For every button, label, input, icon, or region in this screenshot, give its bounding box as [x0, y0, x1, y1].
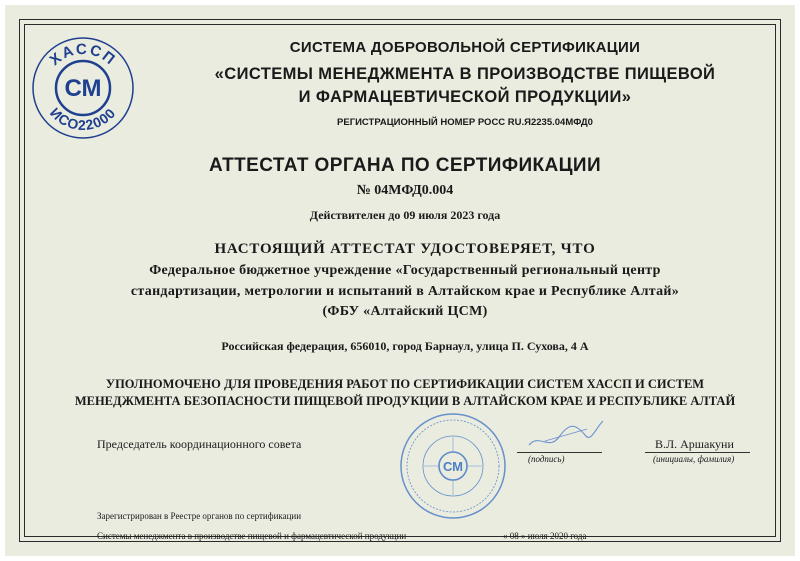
- certificate-number: № 04МФД0.004: [356, 183, 454, 198]
- registry-line1: Зарегистрирован в Реестре органов по сертификации: [97, 511, 302, 521]
- certificate-title: АТТЕСТАТ ОРГАНА ПО СЕРТИФИКАЦИИ: [208, 155, 602, 176]
- authority-line1: УПОЛНОМОЧЕНО ДЛЯ ПРОВЕДЕНИЯ РАБОТ ПО СЕРТИФИКАЦИИ СИСТЕМ ХАССП И СИСТЕМ: [105, 377, 705, 391]
- system-name-line2: И ФАРМАЦЕВТИЧЕСКОЙ ПРОДУКЦИИ»: [298, 88, 632, 106]
- organization-line2: стандартизации, метрологии и испытаний в Алтайском крае и Республике Алтай»: [130, 284, 680, 299]
- chairman-label: Председатель координационного совета: [97, 437, 302, 451]
- name-line: [645, 452, 750, 453]
- logo-top-text: ХАССП: [46, 40, 120, 70]
- round-seal-stamp-icon: [398, 411, 508, 521]
- valid-until: Действителен до 09 июля 2023 года: [309, 208, 501, 222]
- signature-scribble-icon: [525, 415, 605, 455]
- organization-line3: (ФБУ «Алтайский ЦСМ): [322, 304, 488, 319]
- svg-text:ИСО22000: [47, 104, 119, 133]
- signatory-name: В.Л. Аршакуни: [655, 437, 734, 451]
- logo-center-text: СМ: [64, 75, 102, 102]
- logo-bottom-text: ИСО22000: [47, 104, 119, 134]
- stamp-center-text: СМ: [442, 459, 464, 474]
- authority-line2: МЕНЕДЖМЕНТА БЕЗОПАСНОСТИ ПИЩЕВОЙ ПРОДУКЦИИ В АЛТАЙСКОМ КРАЕ И РЕСПУБЛИКЕ АЛТАЙ: [74, 394, 736, 408]
- registry-line2: Системы менеджмента в производстве пищевой и фармацевтической продукции: [97, 531, 407, 541]
- certifies-heading: НАСТОЯЩИЙ АТТЕСТАТ УДОСТОВЕРЯЕТ, ЧТО: [214, 241, 596, 257]
- registry-date: « 08 » июля 2020 года: [503, 531, 587, 541]
- certificate-sheet: [5, 5, 795, 556]
- name-caption: (инициалы, фамилия): [653, 454, 735, 464]
- system-title: СИСТЕМА ДОБРОВОЛЬНОЙ СЕРТИФИКАЦИИ: [289, 39, 641, 56]
- signature-line: [517, 452, 602, 453]
- system-name-line1: «СИСТЕМЫ МЕНЕДЖМЕНТА В ПРОИЗВОДСТВЕ ПИЩЕВОЙ: [214, 65, 716, 83]
- organization-address: Российская федерация, 656010, город Барнаул, улица П. Сухова, 4 А: [221, 339, 589, 353]
- organization-line1: Федеральное бюджетное учреждение «Государственный региональный центр: [149, 263, 661, 278]
- signature-caption: (подпись): [528, 454, 565, 464]
- registration-number: РЕГИСТРАЦИОННЫЙ НОМЕР РОСС RU.Я2235.04МФД0: [337, 117, 593, 128]
- certification-logo-icon: [27, 32, 139, 140]
